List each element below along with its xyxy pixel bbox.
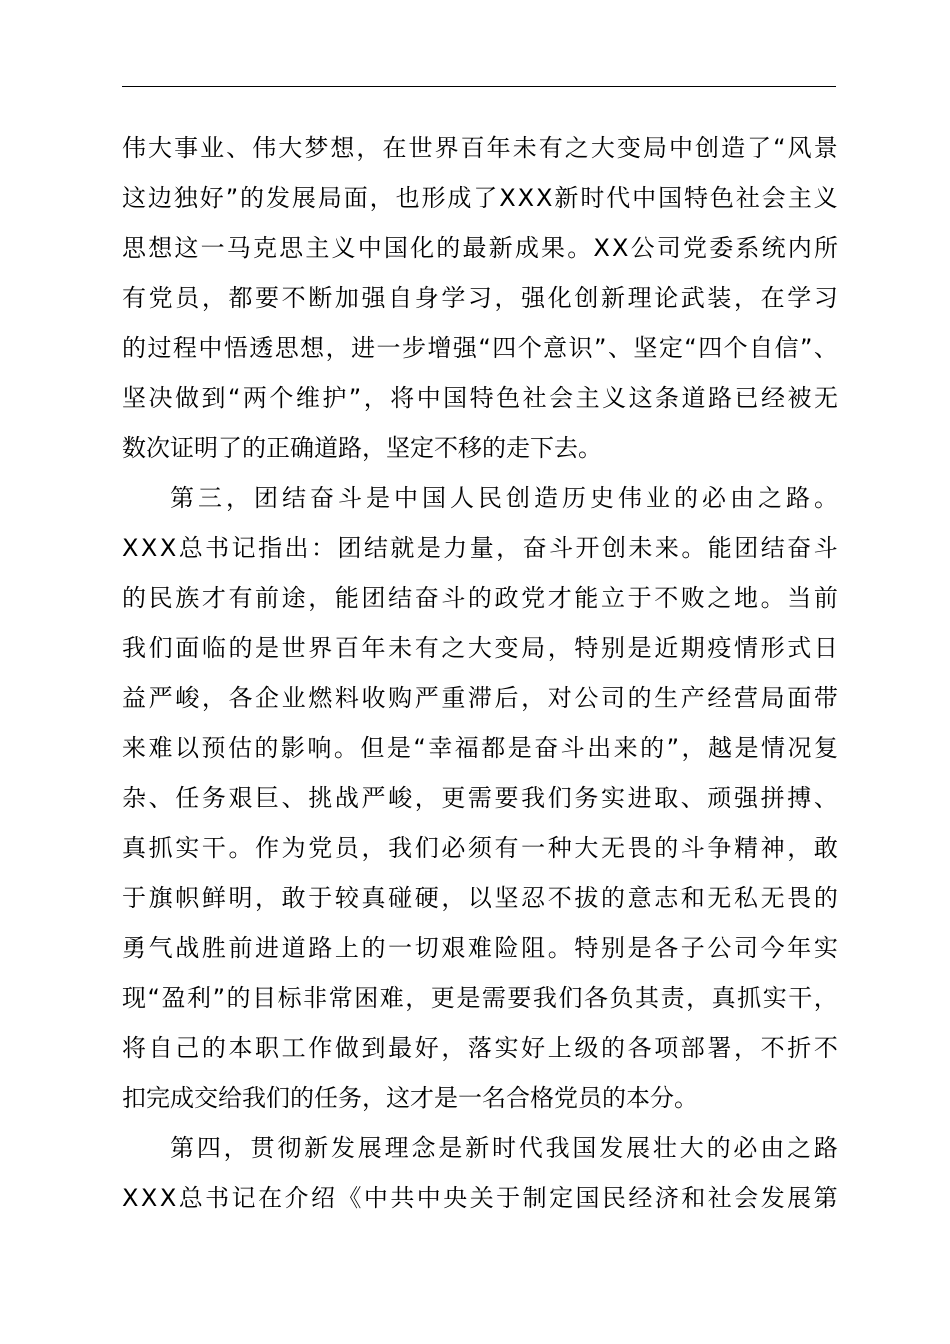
text-line: 数次证明了的正确道路，坚定不移的走下去。 (122, 434, 602, 462)
text-line: X X X 总 书 记 在 介 绍 《 中 共 中 央 关 于 制 定 国 民 经 济 和 社 会 发 展 第 (122, 1184, 838, 1212)
text-line: 我 们 面 临 的 是 世 界 百 年 未 有 之 大 变 局 ， 特 别 是 近 期 疫 情 形 式 日 (122, 634, 838, 662)
text-line: 于 旗 帜 鲜 明 ， 敢 于 较 真 碰 硬 ， 以 坚 忍 不 拔 的 意 志 和 无 私 无 畏 的 (122, 884, 838, 912)
document-body (122, 123, 838, 1223)
text-line: 这 边 独 好 ” 的 发 展 局 面 ， 也 形 成 了 X X X 新 时 代 中 国 特 色 社 会 主 义 (122, 184, 838, 212)
header-rule (122, 86, 836, 87)
text-line: 现 “ 盈 利 ” 的 目 标 非 常 困 难 ， 更 是 需 要 我 们 各 负 其 责 ， 真 抓 实 干 ， (122, 984, 838, 1012)
text-line: 勇 气 战 胜 前 进 道 路 上 的 一 切 艰 难 险 阻 。 特 别 是 各 子 公 司 今 年 实 (122, 934, 838, 962)
text-line: 真 抓 实 干 。 作 为 党 员 ， 我 们 必 须 有 一 种 大 无 畏 的 斗 争 精 神 ， 敢 (122, 834, 838, 862)
text-line: 第 三 ， 团 结 奋 斗 是 中 国 人 民 创 造 历 史 伟 业 的 必 由 之 路 。 (170, 484, 838, 512)
text-line: 坚 决 做 到 “ 两 个 维 护 ” ， 将 中 国 特 色 社 会 主 义 这 条 道 路 已 经 被 无 (122, 384, 838, 412)
text-line: X X X 总 书 记 指 出 ： 团 结 就 是 力 量 ， 奋 斗 开 创 未 来 。 能 团 结 奋 斗 (122, 534, 838, 562)
text-line: 扣完成交给我们的任务，这才是一名合格党员的本分。 (122, 1084, 698, 1112)
text-line: 的 民 族 才 有 前 途 ， 能 团 结 奋 斗 的 政 党 才 能 立 于 不 败 之 地 。 当 前 (122, 584, 838, 612)
text-line: 益 严 峻 ， 各 企 业 燃 料 收 购 严 重 滞 后 ， 对 公 司 的 生 产 经 营 局 面 带 (122, 684, 838, 712)
text-line: 杂 、 任 务 艰 巨 、 挑 战 严 峻 ， 更 需 要 我 们 务 实 进 取 、 顽 强 拼 搏 、 (122, 784, 838, 812)
text-line: 第 四 ， 贯 彻 新 发 展 理 念 是 新 时 代 我 国 发 展 壮 大 的 必 由 之 路 (170, 1134, 838, 1162)
text-line: 来 难 以 预 估 的 影 响 。 但 是 “ 幸 福 都 是 奋 斗 出 来 的 ” ， 越 是 情 况 复 (122, 734, 838, 762)
text-line: 有 党 员 ， 都 要 不 断 加 强 自 身 学 习 ， 强 化 创 新 理 论 武 装 ， 在 学 习 (122, 284, 838, 312)
text-line: 将 自 己 的 本 职 工 作 做 到 最 好 ， 落 实 好 上 级 的 各 项 部 署 ， 不 折 不 (122, 1034, 838, 1062)
text-line: 伟 大 事 业 、 伟 大 梦 想 ， 在 世 界 百 年 未 有 之 大 变 局 中 创 造 了 “ 风 景 (122, 134, 838, 162)
text-line: 的 过 程 中 悟 透 思 想 ， 进 一 步 增 强 “ 四 个 意 识 ” 、 坚 定 “ 四 个 自 信 ” 、 (122, 334, 838, 362)
text-line: 思 想 这 一 马 克 思 主 义 中 国 化 的 最 新 成 果 。 X X 公 司 党 委 系 统 内 所 (122, 234, 838, 262)
